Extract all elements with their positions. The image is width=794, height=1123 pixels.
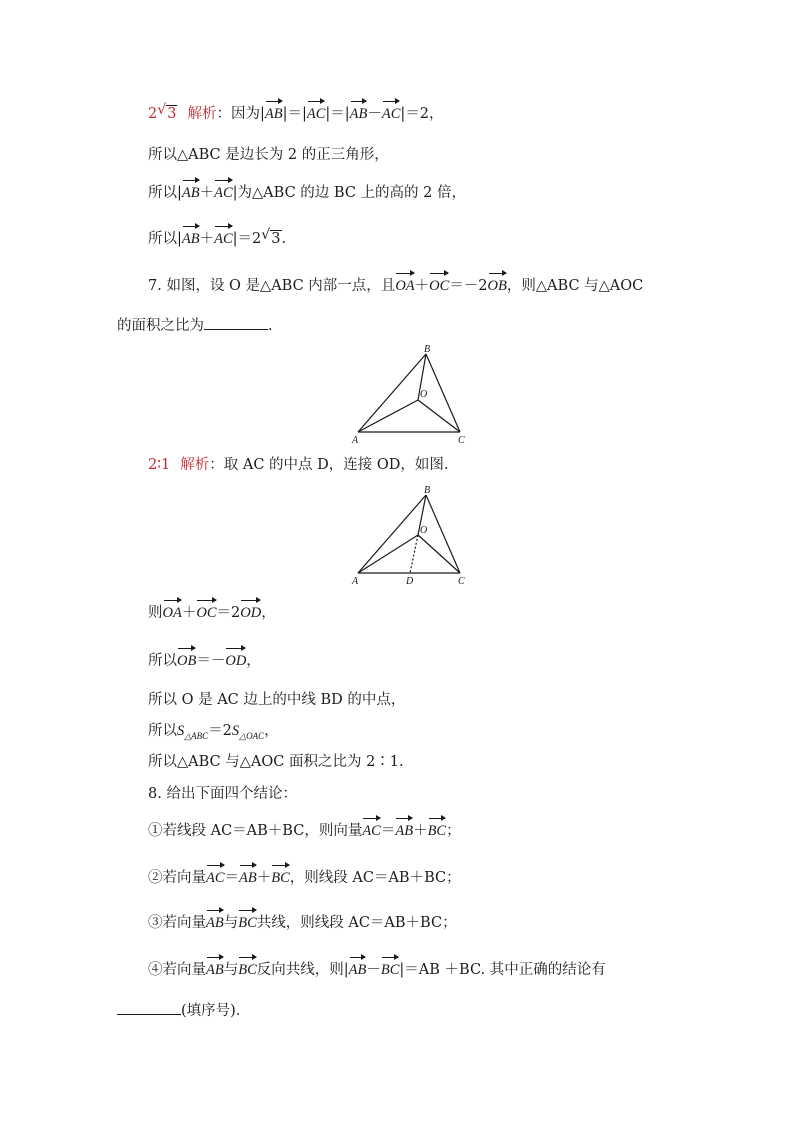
q7-solution-line-4: 所以 O 是 AC 边上的中线 BD 的中点， — [148, 692, 406, 708]
q8-stem: 8. 给出下面四个结论： — [148, 786, 297, 802]
q8-conclusion-1: ①若线段 AC＝AB＋BC，则向量AC＝AB＋BC； — [148, 823, 461, 839]
q7-figure-1 — [348, 342, 472, 446]
q8-answer-blank — [117, 1002, 181, 1015]
q7-jiexi-label: 解析 — [180, 457, 210, 473]
q8-conclusion-4: ④若向量AB与BC反向共线，则|AB－BC|＝AB ＋BC. 其中正确的结论有 — [148, 962, 606, 978]
q8-number: 8. — [148, 786, 162, 802]
fig1-label-b: B — [424, 344, 431, 355]
q7-solution-line-6: 所以△ABC 与△AOC 面积之比为 2∶1. — [148, 754, 404, 770]
q6-line-2: 所以△ABC 是边长为 2 的正三角形， — [148, 147, 389, 163]
q7-stem-line-1: 7. 如图，设 O 是△ABC 内部一点，且OA＋OC＝－2OB，则△ABC 与△AOC — [148, 278, 644, 294]
q7-figure-2 — [348, 483, 472, 587]
q7-stem-line-2: 的面积之比为 . — [117, 318, 273, 334]
q7-answer: 2∶1 — [148, 457, 171, 473]
q8-fill-line: (填序号)． — [117, 1001, 250, 1021]
q7-solution-line-1: 2∶1 解析：取 AC 的中点 D，连接 OD，如图. — [148, 457, 449, 473]
fig2-label-d: D — [406, 576, 414, 587]
fig2-label-o: O — [420, 525, 428, 536]
q6-line-3: 所以|AB＋AC|为△ABC 的边 BC 上的高的 2 倍， — [148, 185, 466, 201]
fig1-label-c: C — [458, 435, 465, 446]
q8-conclusion-3: ③若向量AB与BC共线，则线段 AC＝AB＋BC； — [148, 915, 457, 931]
fig1-label-a: A — [352, 435, 359, 446]
q7-solution-line-5: 所以$S_{\triangle ABC}=2S_{\triangle OAC}$， — [148, 723, 279, 741]
fig2-label-a: A — [352, 576, 359, 587]
q6-jiexi-label: 解析 — [187, 106, 217, 122]
q6-line-1: 2 √ 3 解析：因为|AB|＝|AC|＝|AB－AC|＝2， — [148, 102, 444, 122]
q6-line-4: 所以|AB＋AC|＝2 √ 3. — [148, 227, 287, 247]
fig2-label-c: C — [458, 576, 465, 587]
fig2-label-b: B — [424, 485, 431, 496]
q7-answer-blank — [204, 317, 268, 330]
fig1-label-o: O — [420, 389, 428, 400]
q7-number: 7. — [148, 278, 162, 294]
q7-solution-line-2: 则OA＋OC＝2OD， — [148, 605, 276, 621]
q8-conclusion-2: ②若向量AC＝AB＋BC，则线段 AC＝AB＋BC； — [148, 870, 461, 886]
q6-answer: 2 √ 3 — [148, 102, 177, 122]
q7-solution-line-3: 所以OB＝－OD， — [148, 653, 261, 669]
